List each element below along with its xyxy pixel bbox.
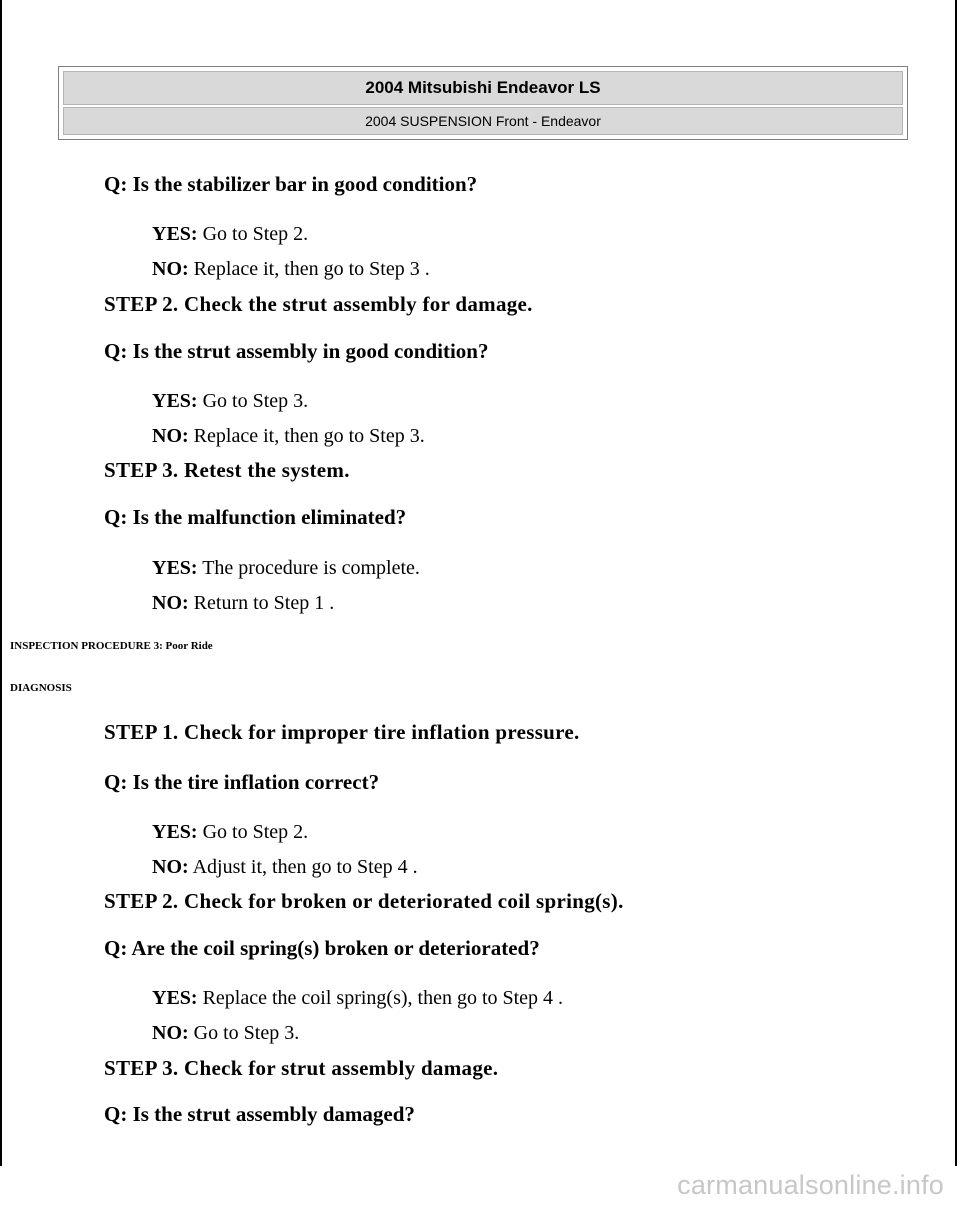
answer-line: [152, 425, 425, 448]
answer-line: [152, 856, 418, 879]
answer-text: Replace it, then go to Step 3.: [188, 425, 425, 447]
step-heading: STEP 3. Retest the system.: [104, 458, 350, 482]
question-text: Q: Is the stabilizer bar in good condition?: [104, 172, 478, 196]
answer-label: YES:: [152, 987, 198, 1009]
answer-text: Go to Step 3.: [197, 390, 309, 412]
header-title: 2004 Mitsubishi Endeavor LS: [63, 71, 903, 105]
answer-label: YES:: [152, 821, 198, 843]
question-text: Q: Is the malfunction eliminated?: [104, 505, 407, 529]
answer-text: Go to Step 3.: [188, 1022, 300, 1044]
answer-line: [152, 821, 308, 844]
answer-line: [152, 557, 420, 580]
step-heading: STEP 1. Check for improper tire inflation pressure.: [104, 720, 580, 744]
answer-line: [152, 390, 308, 413]
document-header: [58, 66, 908, 140]
section-heading: INSPECTION PROCEDURE 3: Poor Ride: [10, 640, 213, 652]
step-heading: STEP 2. Check for broken or deteriorated coil spring(s).: [104, 889, 624, 913]
question-text: Q: Is the strut assembly in good condition?: [104, 339, 489, 363]
answer-line: [152, 223, 308, 246]
question-text: Q: Is the tire inflation correct?: [104, 770, 380, 794]
answer-text: Replace it, then go to Step 3 .: [188, 258, 430, 280]
section-heading: DIAGNOSIS: [10, 682, 72, 694]
answer-text: The procedure is complete.: [197, 557, 420, 579]
header-subtitle: 2004 SUSPENSION Front - Endeavor: [63, 107, 903, 135]
answer-label: YES:: [152, 557, 198, 579]
answer-line: [152, 987, 563, 1010]
answer-label: YES:: [152, 390, 198, 412]
watermark-text: carmanualsonline.info: [677, 1170, 944, 1200]
answer-line: [152, 258, 430, 281]
answer-text: Go to Step 2.: [197, 821, 309, 843]
answer-label: NO:: [152, 1022, 189, 1044]
step-heading: STEP 3. Check for strut assembly damage.: [104, 1056, 499, 1080]
step-heading: STEP 2. Check the strut assembly for damage.: [104, 292, 533, 316]
answer-line: [152, 1022, 299, 1045]
answer-label: NO:: [152, 258, 189, 280]
question-text: Q: Are the coil spring(s) broken or deteriorated?: [104, 936, 540, 960]
answer-label: NO:: [152, 425, 189, 447]
answer-label: NO:: [152, 592, 189, 614]
answer-label: YES:: [152, 223, 198, 245]
answer-label: NO:: [152, 856, 189, 878]
answer-text: Adjust it, then go to Step 4 .: [188, 856, 418, 878]
answer-line: [152, 592, 334, 615]
answer-text: Replace the coil spring(s), then go to Step 4 .: [197, 987, 564, 1009]
answer-text: Go to Step 2.: [197, 223, 309, 245]
answer-text: Return to Step 1 .: [188, 592, 335, 614]
question-text: Q: Is the strut assembly damaged?: [104, 1102, 415, 1126]
